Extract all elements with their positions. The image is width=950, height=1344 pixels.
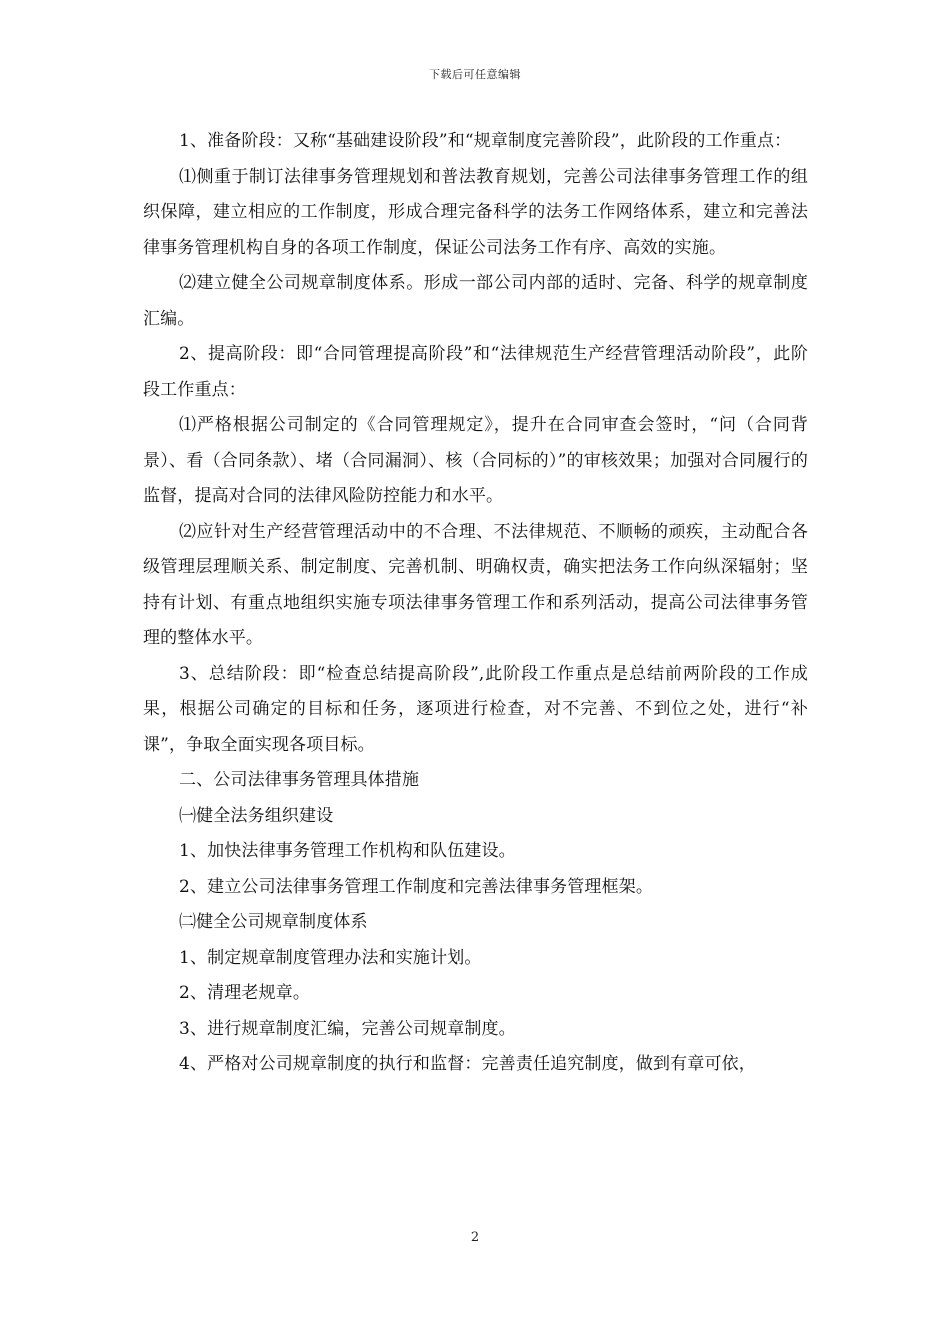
paragraph-stage-1-item-1: ⑴侧重于制订法律事务管理规划和普法教育规划，完善公司法律事务管理工作的组织保障，建立相应的工作制度，形成合理完备科学的法务工作网络体系，建立和完善法律事务管理机构自身的各项工作制度，保证公司法务工作有序、高效的实施。 bbox=[143, 166, 808, 258]
paragraph-stage-1-item-2: ⑵建立健全公司规章制度体系。形成一部公司内部的适时、完备、科学的规章制度汇编。 bbox=[143, 273, 808, 329]
paragraph-stage-3-summary: 3、总结阶段：即“检查总结提高阶段”,此阶段工作重点是总结前两阶段的工作成果，根据公司确定的目标和任务，逐项进行检查，对不完善、不到位之处，进行“补课”，争取全面实现各项目标。 bbox=[143, 663, 808, 755]
list-item: 1、制定规章制度管理办法和实施计划。 bbox=[179, 947, 482, 968]
subsection-heading-rules: ㈡健全公司规章制度体系 bbox=[179, 912, 368, 932]
list-item: 3、进行规章制度汇编，完善公司规章制度。 bbox=[179, 1018, 516, 1039]
paragraph-stage-2-item-1: ⑴严格根据公司制定的《合同管理规定》，提升在合同审查会签时，“问（合同背景）、看（合同条款）、堵（合同漏洞）、核（合同标的）”的审核效果；加强对合同履行的监督，提高对合同的法律风险防控能力和水平。 bbox=[143, 415, 808, 506]
paragraph-stage-2-item-2: ⑵应针对生产经营管理活动中的不合理、不法律规范、不顺畅的顽疾，主动配合各级管理层理顺关系、制定制度、完善机制、明确权责，确实把法务工作向纵深辐射；坚持有计划、有重点地组织实施专项法律事务管理工作和系列活动，提高公司法律事务管理的整体水平。 bbox=[143, 521, 808, 648]
page-header: 下载后可任意编辑 bbox=[429, 68, 521, 81]
section-heading-measures: 二、公司法律事务管理具体措施 bbox=[179, 770, 420, 790]
page-number: 2 bbox=[470, 1230, 480, 1245]
document-body bbox=[143, 124, 808, 1083]
subsection-heading-org: ㈠健全法务组织建设 bbox=[179, 805, 334, 826]
paragraph-stage-1-prep: 1、准备阶段：又称“基础建设阶段”和“规章制度完善阶段”，此阶段的工作重点： bbox=[179, 131, 792, 151]
paragraph-stage-2-improve: 2、提高阶段：即“合同管理提高阶段”和“法律规范生产经营管理活动阶段”，此阶段工作重点： bbox=[143, 344, 808, 400]
list-item: 4、严格对公司规章制度的执行和监督：完善责任追究制度，做到有章可依， bbox=[179, 1054, 756, 1074]
list-item: 2、清理老规章。 bbox=[179, 983, 311, 1003]
list-item: 1、加快法律事务管理工作机构和队伍建设。 bbox=[179, 841, 516, 861]
list-item: 2、建立公司法律事务管理工作制度和完善法律事务管理框架。 bbox=[179, 876, 654, 897]
